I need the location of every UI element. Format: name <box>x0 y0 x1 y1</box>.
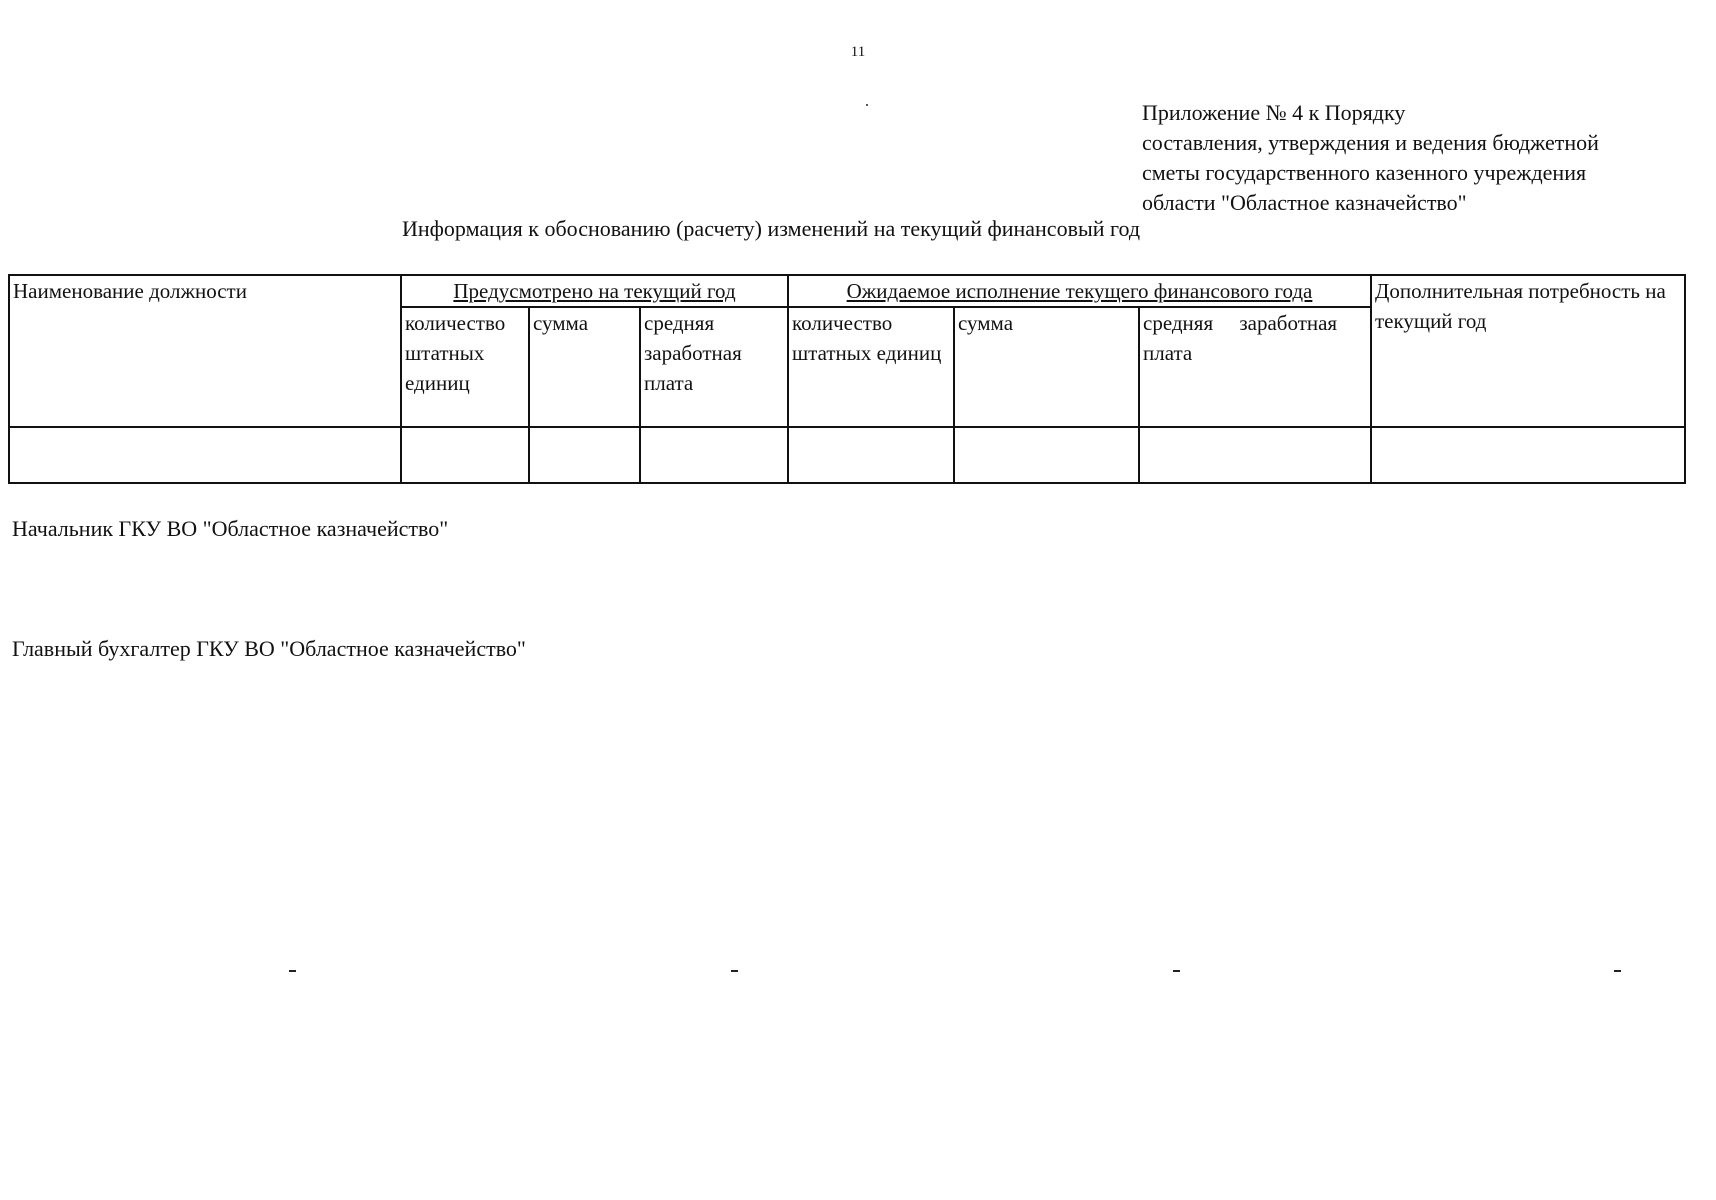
header-expected-staff-units: количество штатных единиц <box>788 307 954 427</box>
header-planned-avg-salary: средняя заработная плата <box>640 307 788 427</box>
scan-tick-mark <box>289 970 296 972</box>
header-planned-current-year <box>401 275 788 307</box>
cell-expected-staff-units[interactable] <box>788 427 954 483</box>
header-planned-label: Предусмотрено на текущий год <box>453 279 736 303</box>
appendix-line: области "Областное казначейство" <box>1142 190 1467 215</box>
cell-planned-amount[interactable] <box>529 427 640 483</box>
header-expected-avg-salary: средняя заработная плата <box>1139 307 1371 427</box>
header-planned-amount: сумма <box>529 307 640 427</box>
stray-dot <box>866 104 868 106</box>
justification-table <box>8 274 1686 484</box>
header-planned-staff-units: количество штатных единиц <box>401 307 529 427</box>
scan-tick-mark <box>731 970 738 972</box>
cell-additional-need[interactable] <box>1371 427 1685 483</box>
header-expected-execution <box>788 275 1371 307</box>
form-title: Информация к обоснованию (расчету) изменений на текущий финансовый год <box>402 216 1141 241</box>
appendix-line: сметы государственного казенного учреждения <box>1142 160 1587 185</box>
header-additional-need-label: Дополнительная потребность на текущий год <box>1375 279 1666 333</box>
cell-expected-amount[interactable] <box>954 427 1139 483</box>
table-row <box>9 427 1685 483</box>
page-number: 11 <box>850 44 866 60</box>
header-expected-label: Ожидаемое исполнение текущего финансового года <box>846 279 1313 303</box>
header-additional-need <box>1371 275 1685 427</box>
signature-chief-accountant: Главный бухгалтер ГКУ ВО "Областное казначейство" <box>12 636 526 661</box>
scan-tick-mark <box>1173 970 1180 972</box>
appendix-line: Приложение № 4 к Порядку <box>1142 100 1406 125</box>
appendix-line: составления, утверждения и ведения бюджетной <box>1142 130 1599 155</box>
cell-planned-avg-salary[interactable] <box>640 427 788 483</box>
signature-head: Начальник ГКУ ВО "Областное казначейство" <box>12 516 449 541</box>
scan-tick-mark <box>1614 970 1621 972</box>
header-expected-amount: сумма <box>954 307 1139 427</box>
cell-position-name[interactable] <box>9 427 401 483</box>
appendix-note <box>1142 98 1599 218</box>
cell-expected-avg-salary[interactable] <box>1139 427 1371 483</box>
cell-planned-staff-units[interactable] <box>401 427 529 483</box>
header-position-name: Наименование должности <box>9 275 401 427</box>
